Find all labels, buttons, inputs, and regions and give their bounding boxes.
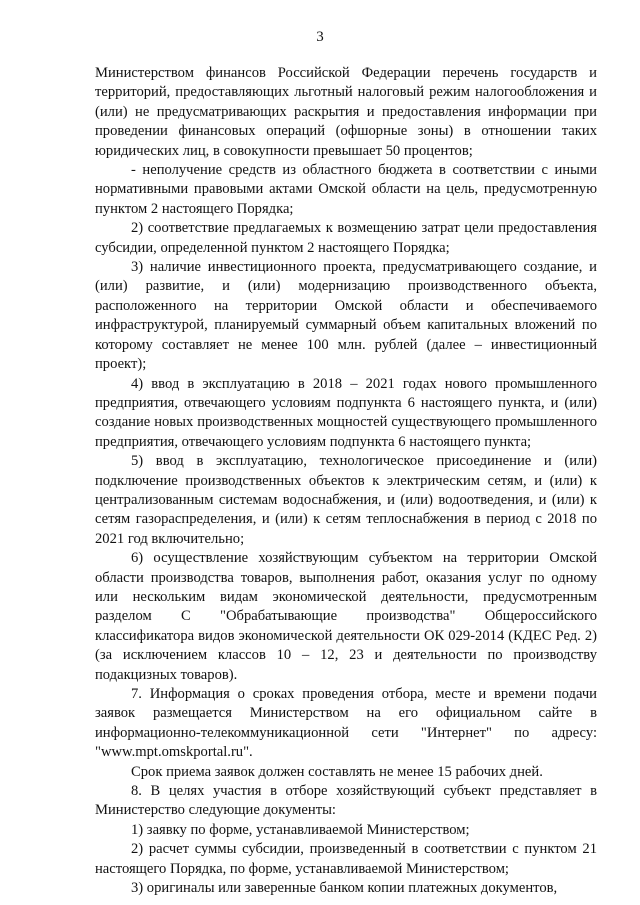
document-body [95,64,597,898]
paragraph-no-other-funds: - неполучение средств из областного бюджета в соответствии с иными нормативными правовыми актами Омской области на цель, предусмотренную пунктом 2 настоящего Порядка; [95,162,597,217]
paragraph-item-6: 6) осуществление хозяйствующим субъектом на территории Омской области производства товаров, выполнения работ, оказания услуг по одному или нескольким видам экономической деятельности, предусмотренным разделом С "Обрабатывающие производства" Общероссийского классификатора видов экономической деятельности ОК 029-2014 (КДЕС Ред. 2) (за исключением классов 10 – 12, 23 и деятельности по производству подакцизных товаров). [95,550,597,683]
paragraph-item-5: 5) ввод в эксплуатацию, технологическое присоединение и (или) подключение производственных объектов к электрическим сетям, и (или) к централизованным системам водоснабжения, и (или) водоотведения, и (или) к сетям газораспределения, и (или) к сетям теплоснабжения в период с 2018 по 2021 год включительно; [95,453,597,547]
paragraph-doc-3: 3) оригиналы или заверенные банком копии платежных документов, [131,880,558,897]
paragraph-item-4: 4) ввод в эксплуатацию в 2018 – 2021 годах нового промышленного предприятия, отвечающего условиям подпункта 6 настоящего пункта, и (или) создание новых производственных мощностей существующего промышленного предприятия, отвечающего условиям подпункта 6 настоящего пункта; [95,375,597,450]
paragraph-continuation: Министерством финансов Российской Федерации перечень государств и территорий, предоставляющих льготный налоговый режим налогообложения и (или) не предусматривающих раскрытия и предоставления информации при проведении финансовых операций (офшорные зоны) в отношении таких юридических лиц, в совокупности превышает 50 процентов; [95,65,597,159]
paragraph-section-8: 8. В целях участия в отборе хозяйствующий субъект представляет в Министерство следующие документы: [95,783,597,819]
paragraph-item-3: 3) наличие инвестиционного проекта, предусматривающего создание, и (или) развитие, и (или) модернизацию производственного объекта, расположенного на территории Омской области и обеспечиваемого инфраструктурой, планируемый суммарный объем капитальных вложений по которому составляет не менее 100 млн. рублей (далее – инвестиционный проект); [95,259,597,373]
paragraph-section-7: 7. Информация о сроках проведения отбора, месте и времени подачи заявок размещается Министерством на его официальном сайте в информационно-телекоммуникационной сети "Интернет" по адресу: "www.mpt.omskportal.ru". [95,686,597,761]
page-number: 3 [316,29,324,45]
paragraph-doc-1: 1) заявку по форме, устанавливаемой Министерством; [131,821,470,838]
paragraph-doc-2: 2) расчет суммы субсидии, произведенный в соответствии с пунктом 21 настоящего Порядка, по форме, устанавливаемой Министерством; [95,841,597,877]
paragraph-item-2: 2) соответствие предлагаемых к возмещению затрат цели предоставления субсидии, определенной пунктом 2 настоящего Порядка; [95,220,597,256]
paragraph-deadline: Срок приема заявок должен составлять не менее 15 рабочих дней. [131,763,543,780]
